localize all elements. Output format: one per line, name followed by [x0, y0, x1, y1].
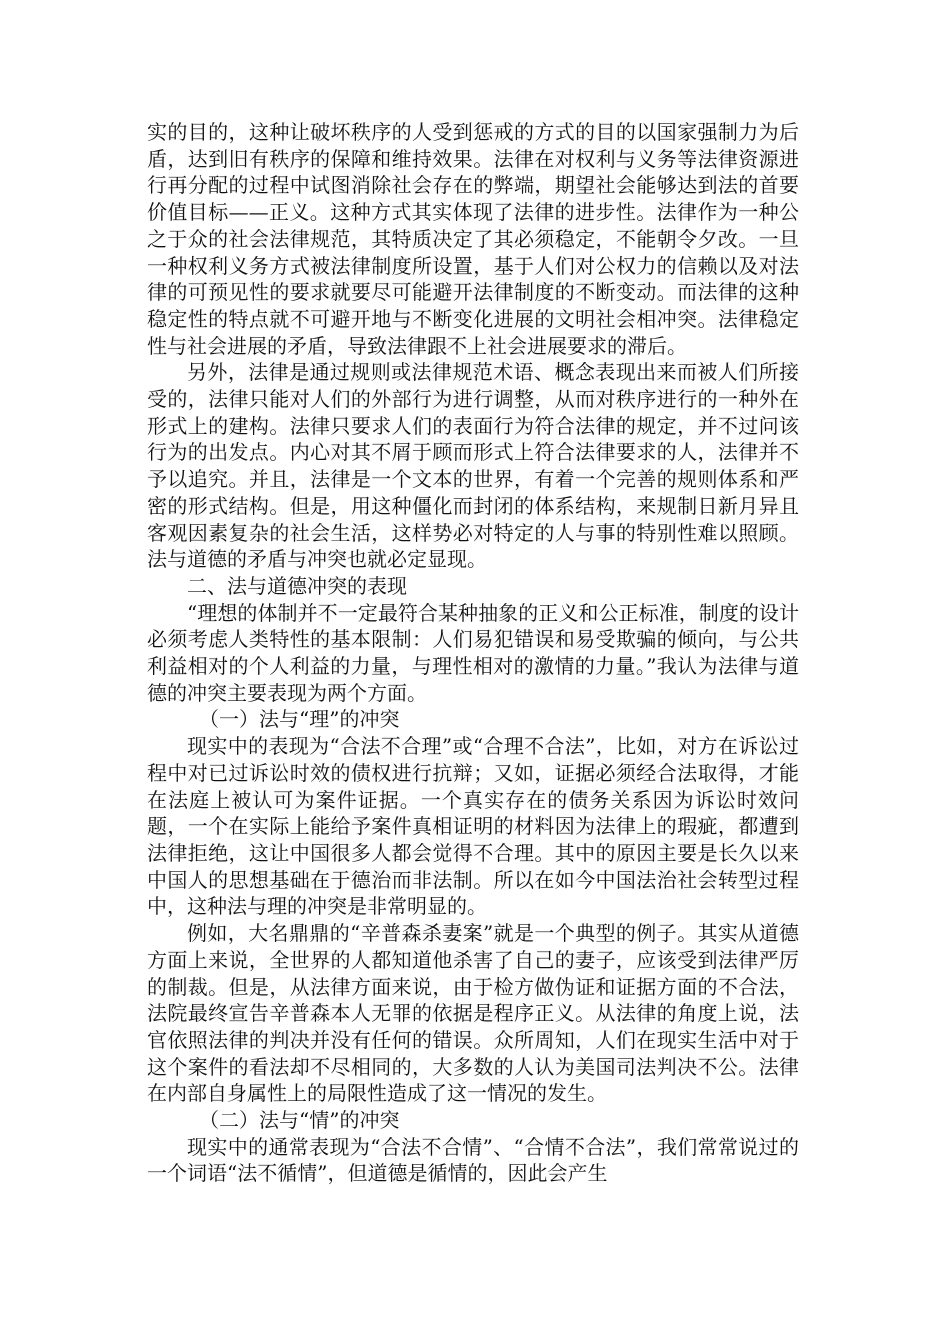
paragraph-5: 现实中的通常表现为“合法不合情”、“合情不合法”，我们常常说过的一个词语“法不循情”，但道德是循情的，因此会产生 [147, 1134, 799, 1186]
section-heading-2: 二、法与道德冲突的表现 [187, 573, 407, 598]
subsection-heading-2: （二）法与“情”的冲突 [199, 1108, 400, 1133]
document-body [147, 119, 799, 1187]
paragraph-3: 现实中的表现为“合法不合理”或“合理不合法”，比如，对方在诉讼过程中对已过诉讼时效的债权进行抗辩；又如，证据必须经合法取得，才能在法庭上被认可为案件证据。一个真实存在的债务关系因为诉讼时效问题，一个在实际上能给予案件真相证明的材料因为法律上的瑕疵，都遭到法律拒绝，这让中国很多人都会觉得不合理。其中的原因主要是长久以来中国人的思想基础在于德治而非法制。所以在如今中国法治社会转型过程中，这种法与理的冲突是非常明显的。 [147, 734, 799, 919]
paragraph-1: 实的目的，这种让破坏秩序的人受到惩戒的方式的目的以国家强制力为后盾，达到旧有秩序的保障和维持效果。法律在对权利与义务等法律资源进行再分配的过程中试图消除社会存在的弊端，期望社会能够达到法的首要价值目标——正义。这种方式其实体现了法律的进步性。法律作为一种公之于众的社会法律规范，其特质决定了其必须稳定，不能朝令夕改。一旦一种权利义务方式被法律制度所设置，基于人们对公权力的信赖以及对法律的可预见性的要求就要尽可能避开法律制度的不断变动。而法律的这种稳定性的特点就不可避开地与不断变化进展的文明社会相冲突。法律稳定性与社会进展的矛盾，导致法律跟不上社会进展要求的滞后。 [147, 120, 799, 358]
subsection-heading-1: （一）法与“理”的冲突 [199, 707, 400, 732]
paragraph-quote: “理想的体制并不一定最符合某种抽象的正义和公正标准，制度的设计必须考虑人类特性的基本限制：人们易犯错误和易受欺骗的倾向，与公共利益相对的个人利益的力量，与理性相对的激情的力量。”我认为法律与道德的冲突主要表现为两个方面。 [147, 600, 799, 705]
paragraph-2: 另外，法律是通过规则或法律规范术语、概念表现出来而被人们所接受的，法律只能对人们的外部行为进行调整，从而对秩序进行的一种外在形式上的建构。法律只要求人们的表面行为符合法律的规定，并不过问该行为的出发点。内心对其不屑于顾而形式上符合法律要求的人，法律并不予以追究。并且，法律是一个文本的世界，有着一个完善的规则体系和严密的形式结构。但是，用这种僵化而封闭的体系结构，来规制日新月异且客观因素复杂的社会生活，这样势必对特定的人与事的特别性难以照顾。法与道德的矛盾与冲突也就必定显现。 [147, 360, 799, 572]
paragraph-4: 例如，大名鼎鼎的“辛普森杀妻案”就是一个典型的例子。其实从道德方面上来说，全世界的人都知道他杀害了自己的妻子，应该受到法律严厉的制裁。但是，从法律方面来说，由于检方做伪证和证据方面的不合法，法院最终宣告辛普森本人无罪的依据是程序正义。从法律的角度上说，法官依照法律的判决并没有任何的错误。众所周知，人们在现实生活中对于这个案件的看法却不尽相同的，大多数的人认为美国司法判决不公。法律在内部自身属性上的局限性造成了这一情况的发生。 [147, 921, 799, 1106]
